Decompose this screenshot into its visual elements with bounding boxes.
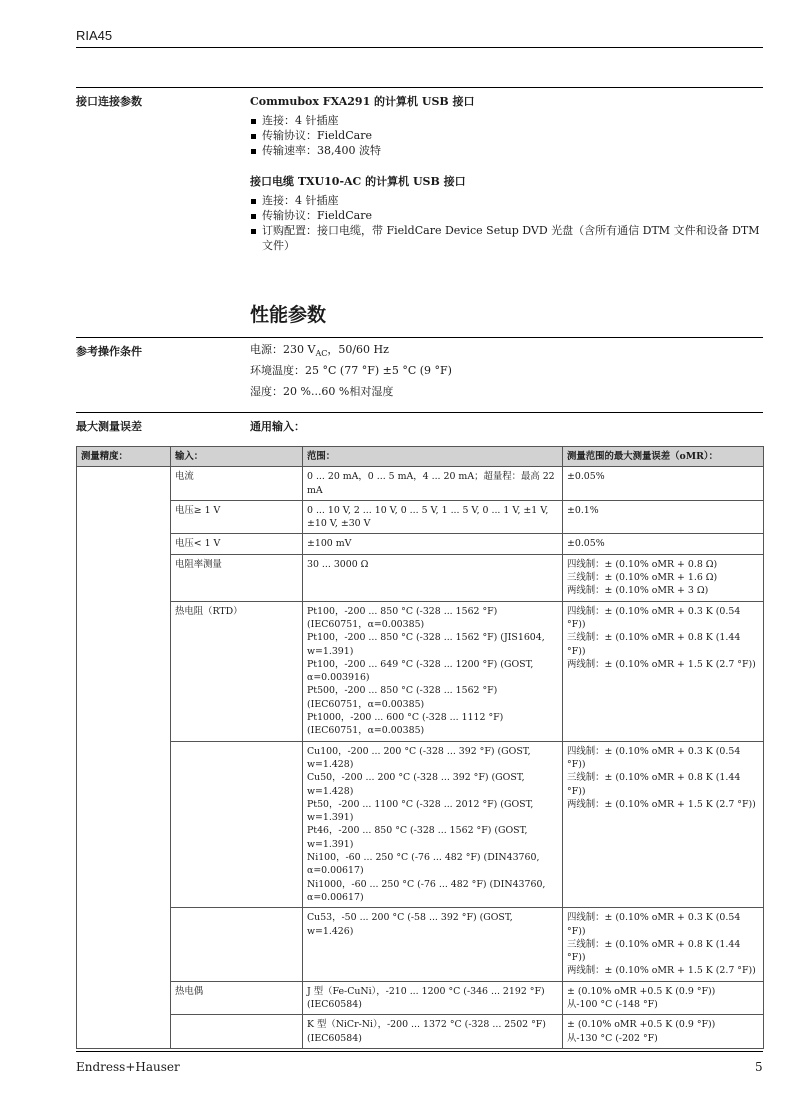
table-row — [77, 908, 764, 981]
range-cell: K 型（NiCr-Ni），-200 ... 1372 °C (-328 ... 2502 °F) (IEC60584) — [303, 1015, 563, 1049]
section-rule — [76, 87, 763, 88]
error-cell: ±0.1% — [563, 500, 764, 534]
header-rule — [76, 47, 763, 48]
range-cell: J 型（Fe-CuNi），-210 ... 1200 °C (-346 ... 2192 °F) (IEC60584) — [303, 981, 563, 1015]
usb1-list — [250, 113, 762, 158]
error-cell: 四线制：± (0.10% oMR + 0.3 K (0.54 °F)) 三线制：± (0.10% oMR + 0.8 K (1.44 °F)) 两线制：± (0.10% oMR + 1.5 K (2.7 °F)) — [563, 601, 764, 741]
column-header: 测量范围的最大测量误差（oMR）： — [563, 447, 764, 467]
document-header: RIA45 — [76, 28, 113, 43]
table-row — [77, 601, 764, 741]
list-item: 订购配置：接口电缆，带 FieldCare Device Setup DVD 光盘（含所有通信 DTM 文件和设备 DTM 文件） — [250, 223, 762, 253]
input-cell: 电流 — [171, 467, 303, 501]
usb2-list — [250, 193, 762, 253]
interface-label: 接口连接参数 — [76, 95, 142, 108]
input-cell: 电压≥ 1 V — [171, 500, 303, 534]
section-rule — [76, 412, 763, 413]
error-cell: 四线制：± (0.10% oMR + 0.3 K (0.54 °F)) 三线制：± (0.10% oMR + 0.8 K (1.44 °F)) 两线制：± (0.10% oMR + 1.5 K (2.7 °F)) — [563, 908, 764, 981]
table-row — [77, 500, 764, 534]
power-subscript: AC — [315, 349, 328, 359]
table-row — [77, 741, 764, 908]
accuracy-cell — [77, 467, 171, 1049]
usb1-title: Commubox FXA291 的计算机 USB 接口 — [250, 95, 475, 108]
input-cell: 热电偶 — [171, 981, 303, 1015]
error-cell: ± (0.10% oMR +0.5 K (0.9 °F)) 从-100 °C (-148 °F) — [563, 981, 764, 1015]
table-row — [77, 534, 764, 554]
table-row — [77, 467, 764, 501]
table-row — [77, 554, 764, 601]
power-line — [250, 343, 389, 361]
input-cell: 电阻率测量 — [171, 554, 303, 601]
humidity-line: 湿度：20 %...60 %相对湿度 — [250, 385, 394, 398]
max-error-label: 最大测量误差 — [76, 420, 142, 433]
column-header: 测量精度： — [77, 447, 171, 467]
error-cell: 四线制：± (0.10% oMR + 0.3 K (0.54 °F)) 三线制：± (0.10% oMR + 0.8 K (1.44 °F)) 两线制：± (0.10% oMR + 1.5 K (2.7 °F)) — [563, 741, 764, 908]
error-cell: ±0.05% — [563, 534, 764, 554]
list-item: 传输协议：FieldCare — [250, 128, 762, 143]
section-heading: 性能参数 — [250, 304, 327, 326]
list-item: 传输协议：FieldCare — [250, 208, 762, 223]
usb2-title: 接口电缆 TXU10-AC 的计算机 USB 接口 — [250, 175, 466, 188]
table-body — [77, 467, 764, 1049]
range-cell: 0 ... 10 V, 2 ... 10 V, 0 ... 5 V, 1 ... 5 V, 0 ... 1 V, ±1 V, ±10 V, ±30 V — [303, 500, 563, 534]
range-cell: Pt100，-200 ... 850 °C (-328 ... 1562 °F) (IEC60751，α=0.00385) Pt100，-200 ... 850 °C (-328 ... 1562 °F) (JIS1604, w=1.391) Pt100，-200 ... 649 °C (-328 ... 1200 °F) (GOST, α=0.003916) Pt500，-200 ... 850 °C (-328 ... 1562 °F) (IEC60751，α=0.00385) Pt1000，-200 ... 600 °C (-328 ... 1112 °F) (IEC60751，α=0.00385) — [303, 601, 563, 741]
error-cell: ± (0.10% oMR +0.5 K (0.9 °F)) 从-130 °C (-202 °F) — [563, 1015, 764, 1049]
power-text: 电源：230 V — [250, 343, 316, 356]
list-item: 连接：4 针插座 — [250, 193, 762, 208]
temperature-line: 环境温度：25 °C (77 °F) ±5 °C (9 °F) — [250, 364, 452, 377]
range-cell: 0 ... 20 mA，0 ... 5 mA，4 ... 20 mA；超量程：最高 22 mA — [303, 467, 563, 501]
list-item: 传输速率：38,400 波特 — [250, 143, 762, 158]
column-header: 范围： — [303, 447, 563, 467]
range-cell: Cu100，-200 ... 200 °C (-328 ... 392 °F) (GOST, w=1.428) Cu50，-200 ... 200 °C (-328 ... 392 °F) (GOST, w=1.428) Pt50，-200 ... 1100 °C (-328 ... 2012 °F) (GOST, w=1.391) Pt46，-200 ... 850 °C (-328 ... 1562 °F) (GOST, w=1.391) Ni100，-60 ... 250 °C (-76 ... 482 °F) (DIN43760, α=0.00617) Ni1000，-60 ... 250 °C (-76 ... 482 °F) (DIN43760, α=0.00617) — [303, 741, 563, 908]
page-number: 5 — [755, 1060, 763, 1074]
error-cell: ±0.05% — [563, 467, 764, 501]
section-rule — [76, 337, 763, 338]
input-cell — [171, 1015, 303, 1049]
accuracy-table — [76, 446, 764, 1049]
reference-label: 参考操作条件 — [76, 345, 142, 358]
range-cell: 30 ... 3000 Ω — [303, 554, 563, 601]
input-cell: 热电阻（RTD） — [171, 601, 303, 741]
power-freq: ，50/60 Hz — [327, 343, 389, 356]
input-cell: 电压< 1 V — [171, 534, 303, 554]
footer-brand: Endress+Hauser — [76, 1060, 180, 1074]
table-row — [77, 981, 764, 1015]
max-error-sub: 通用输入： — [250, 420, 305, 433]
input-cell — [171, 741, 303, 908]
list-item: 连接：4 针插座 — [250, 113, 762, 128]
column-header: 输入： — [171, 447, 303, 467]
range-cell: Cu53，-50 ... 200 °C (-58 ... 392 °F) (GOST, w=1.426) — [303, 908, 563, 981]
error-cell: 四线制：± (0.10% oMR + 0.8 Ω) 三线制：± (0.10% oMR + 1.6 Ω) 两线制：± (0.10% oMR + 3 Ω) — [563, 554, 764, 601]
range-cell: ±100 mV — [303, 534, 563, 554]
table-row — [77, 1015, 764, 1049]
table-header-row — [77, 447, 764, 467]
footer-rule — [76, 1051, 763, 1052]
input-cell — [171, 908, 303, 981]
